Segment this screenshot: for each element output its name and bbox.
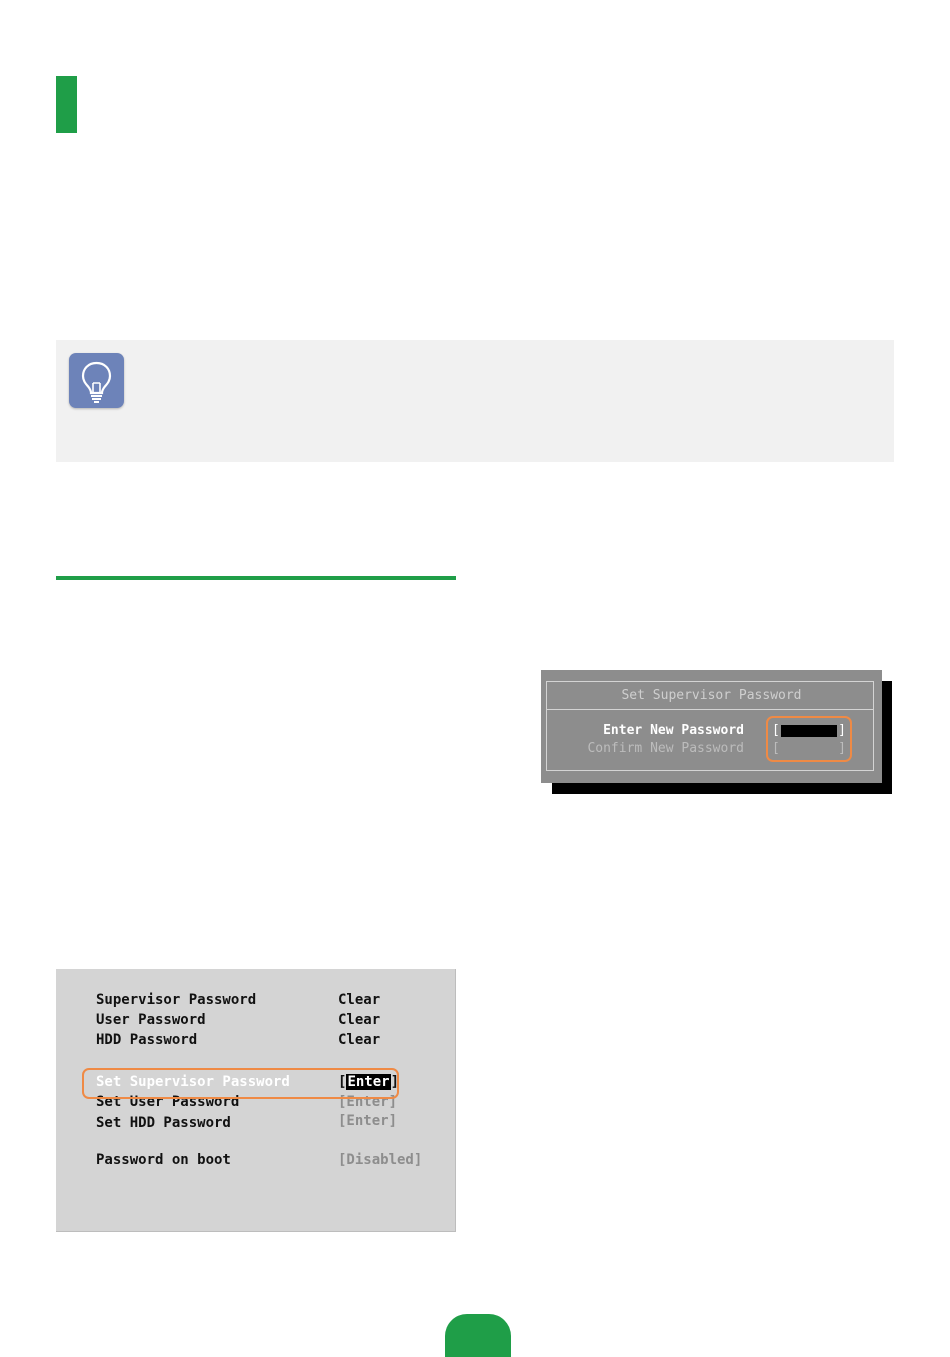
set-supervisor-password-item[interactable]: Set Supervisor Password (96, 1074, 290, 1090)
hdd-password-value: Clear (338, 1032, 381, 1048)
user-password-label: User Password (96, 1012, 206, 1028)
set-user-password-item[interactable]: Set User Password (96, 1094, 240, 1110)
set-hdd-password-value[interactable]: [Enter] (338, 1113, 398, 1129)
field-bracket-close: ] (838, 723, 846, 738)
supervisor-password-label: Supervisor Password (96, 992, 257, 1008)
confirm-new-password-label: Confirm New Password (587, 741, 744, 756)
password-fields-highlight (766, 716, 852, 762)
set-supervisor-enter-selected: Enter (347, 1074, 390, 1090)
password-on-boot-value[interactable]: [Disabled] (338, 1152, 423, 1168)
dialog-title: Set Supervisor Password (621, 688, 802, 703)
set-supervisor-password-value[interactable]: [Enter] (338, 1074, 400, 1090)
section-accent-bar (56, 76, 77, 133)
enter-new-password-label: Enter New Password (603, 723, 744, 738)
user-password-value: Clear (338, 1012, 381, 1028)
set-supervisor-password-dialog (541, 670, 882, 783)
section-divider (56, 576, 456, 580)
set-user-password-value[interactable]: [Enter] (338, 1094, 398, 1110)
field-bracket-open: [ (772, 741, 780, 756)
hdd-password-label: HDD Password (96, 1032, 198, 1048)
field-bracket-close: ] (838, 741, 846, 756)
set-hdd-password-item[interactable]: Set HDD Password (96, 1115, 231, 1131)
set-supervisor-password-highlight (82, 1068, 399, 1099)
field-bracket-open: [ (772, 723, 780, 738)
bios-security-panel (56, 969, 456, 1232)
supervisor-password-value: Clear (338, 992, 381, 1008)
dialog-divider (546, 709, 874, 710)
lightbulb-icon (69, 353, 124, 408)
page-number-tab (445, 1314, 511, 1357)
tip-box (56, 340, 894, 462)
password-on-boot-item[interactable]: Password on boot (96, 1152, 231, 1168)
